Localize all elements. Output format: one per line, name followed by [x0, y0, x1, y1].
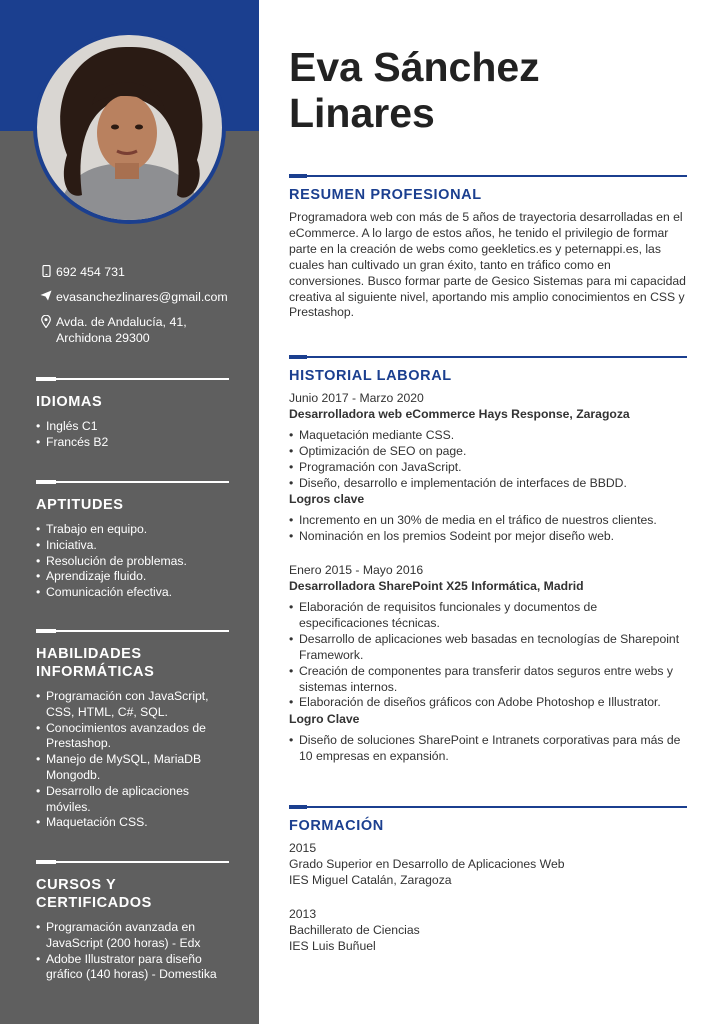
- phone-icon: [36, 264, 56, 277]
- historial-title: HISTORIAL LABORAL: [289, 368, 452, 384]
- job-entry: [289, 391, 687, 545]
- list-item: • Aprendizaje fluido.: [36, 569, 229, 585]
- idiomas-section: [36, 378, 229, 451]
- name-line-1: Eva Sánchez: [289, 44, 540, 90]
- address-text: [56, 314, 246, 346]
- list-item: • Programación con JavaScript, CSS, HTML, C#, SQL.: [36, 689, 229, 721]
- list-item: • Iniciativa.: [36, 538, 229, 554]
- formacion-title: FORMACIÓN: [289, 818, 384, 834]
- list-item: • Diseño de soluciones SharePoint e Intranets corporativas para más de 10 empresas en expansión.: [289, 733, 687, 765]
- list-item: • Conocimientos avanzados de Prestashop.: [36, 721, 229, 753]
- list-item: • Optimización de SEO on page.: [289, 444, 687, 460]
- list-item: • Trabajo en equipo.: [36, 522, 229, 538]
- list-item: • Francés B2: [36, 435, 229, 451]
- portrait-photo: [37, 35, 222, 220]
- contact-phone: [36, 264, 246, 280]
- job-position: Desarrolladora web eCommerce Hays Response, Zaragoza: [289, 406, 630, 421]
- list-item: • Elaboración de requisitos funcionales y documentos de especificaciones técnicas.: [289, 600, 687, 632]
- job-entry: [289, 563, 687, 765]
- list-item: • Maquetación mediante CSS.: [289, 428, 687, 444]
- list-item: • Resolución de problemas.: [36, 554, 229, 570]
- education-entry: [289, 907, 687, 955]
- historial-section: [289, 356, 687, 783]
- list-item: • Programación con JavaScript.: [289, 460, 687, 476]
- list-item: • Programación avanzada en JavaScript (200 horas) - Edx: [36, 920, 229, 952]
- page-title: [289, 44, 687, 136]
- send-icon: [36, 289, 56, 301]
- education-degree: Grado Superior en Desarrollo de Aplicaciones Web: [289, 856, 565, 871]
- list-item: • Incremento en un 30% de media en el tráfico de nuestros clientes.: [289, 513, 687, 529]
- job-tasks: [289, 428, 687, 492]
- email-text[interactable]: evasanchezlinares@gmail.com: [56, 290, 228, 304]
- contact-block: [36, 264, 246, 355]
- list-item: • Elaboración de diseños gráficos con Adobe Photoshop e Illustrator.: [289, 695, 687, 711]
- education-degree: Bachillerato de Ciencias: [289, 922, 420, 937]
- education-school: IES Miguel Catalán, Zaragoza: [289, 872, 452, 887]
- list-item: • Nominación en los premios Sodeint por mejor diseño web.: [289, 529, 687, 545]
- phone-text[interactable]: 692 454 731: [56, 265, 125, 279]
- education-entry: [289, 841, 687, 889]
- aptitudes-list: [36, 522, 229, 601]
- job-position: Desarrolladora SharePoint X25 Informática, Madrid: [289, 579, 584, 594]
- section-divider: [289, 806, 687, 808]
- sidebar: [0, 0, 259, 1024]
- job-tasks: [289, 600, 687, 711]
- section-divider: [36, 481, 229, 483]
- habilidades-title: [36, 645, 229, 681]
- formacion-section: [289, 806, 687, 972]
- list-item: • Diseño, desarrollo e implementación de interfaces de BBDD.: [289, 476, 687, 492]
- aptitudes-section: [36, 481, 229, 601]
- section-divider: [289, 356, 687, 358]
- resumen-text: Programadora web con más de 5 años de trayectoria desarrolladas en el eCommerce. A lo largo de estos años, he tenido el privilegio de formar parte en la creación de webs como geekletics.es y peternappi.es, las cuales han cultivado un gran éxito, tanto en tráfico como en conversiones. Busco formar parte de Gesico Sistemas para mi capacidad creativa al siguiente nivel, aportando mis amplio conocimientos en CSS y Prestashop.: [289, 210, 686, 320]
- resumen-section: [289, 175, 687, 321]
- job-achievements: [289, 513, 687, 545]
- achievements-title: Logros clave: [289, 492, 365, 507]
- habilidades-list: [36, 689, 229, 831]
- cursos-list: [36, 920, 229, 983]
- list-item: • Desarrollo de aplicaciones móviles.: [36, 784, 229, 816]
- contact-address: [36, 314, 246, 346]
- cursos-title-line-1: CURSOS Y: [36, 877, 117, 893]
- list-item: • Comunicación efectiva.: [36, 585, 229, 601]
- name-line-2: Linares: [289, 90, 435, 136]
- avatar: [33, 31, 226, 224]
- job-dates: Enero 2015 - Mayo 2016: [289, 563, 424, 578]
- education-year: 2015: [289, 841, 317, 855]
- section-divider: [36, 378, 229, 380]
- section-divider: [36, 861, 229, 863]
- contact-email: [36, 289, 246, 305]
- list-item: • Desarrollo de aplicaciones web basadas en tecnologías de Sharepoint Framework.: [289, 632, 687, 664]
- address-line-1: Avda. de Andalucía, 41,: [56, 315, 187, 329]
- list-item: • Creación de componentes para transferir datos seguros entre webs y sistemas internos.: [289, 664, 687, 696]
- idiomas-title: IDIOMAS: [36, 394, 103, 410]
- cursos-section: [36, 861, 229, 983]
- habilidades-title-line-1: HABILIDADES: [36, 646, 142, 662]
- aptitudes-title: APTITUDES: [36, 497, 124, 513]
- section-divider: [36, 630, 229, 632]
- job-achievements: [289, 733, 687, 765]
- list-item: • Adobe Illustrator para diseño gráfico (140 horas) - Domestika: [36, 952, 229, 984]
- habilidades-title-line-2: INFORMÁTICAS: [36, 664, 155, 680]
- job-dates: Junio 2017 - Marzo 2020: [289, 391, 424, 405]
- list-item: • Inglés C1: [36, 419, 229, 435]
- cursos-title-line-2: CERTIFICADOS: [36, 895, 152, 911]
- idiomas-list: [36, 419, 229, 451]
- education-year: 2013: [289, 906, 317, 921]
- location-pin-icon: [36, 314, 56, 328]
- achievements-title: Logro Clave: [289, 712, 360, 727]
- habilidades-section: [36, 630, 229, 831]
- address-line-2: Archidona 29300: [56, 331, 150, 345]
- section-divider: [289, 175, 687, 177]
- list-item: • Maquetación CSS.: [36, 815, 229, 831]
- resumen-title: RESUMEN PROFESIONAL: [289, 187, 482, 203]
- education-school: IES Luis Buñuel: [289, 938, 376, 953]
- list-item: • Manejo de MySQL, MariaDB Mongodb.: [36, 752, 229, 784]
- cursos-title: [36, 876, 229, 912]
